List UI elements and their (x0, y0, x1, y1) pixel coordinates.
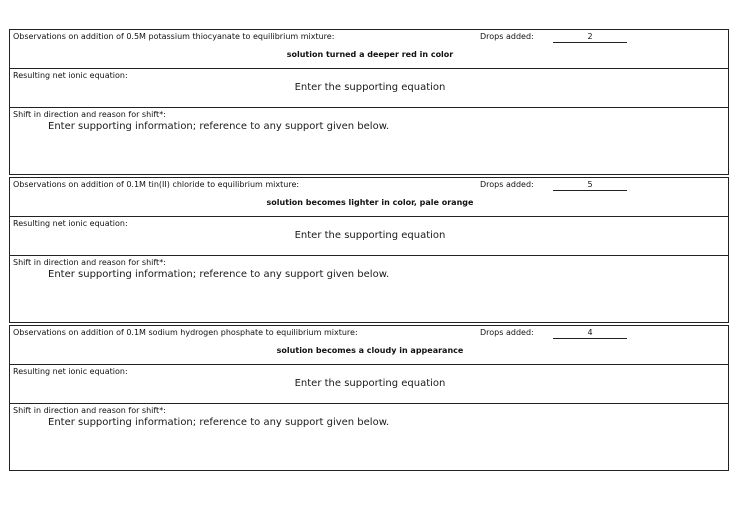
drops-added-field[interactable]: 5 (553, 180, 627, 191)
observation-text[interactable]: solution becomes lighter in color, pale orange (266, 198, 474, 207)
drops-added-field[interactable]: 2 (553, 32, 627, 43)
equation-label: Resulting net ionic equation: (13, 71, 128, 80)
equation-label: Resulting net ionic equation: (13, 219, 128, 228)
observation-text[interactable]: solution turned a deeper red in color (286, 50, 454, 59)
shift-row (10, 256, 728, 322)
equation-row (10, 217, 728, 256)
shift-row (10, 108, 728, 174)
observation-row (10, 326, 728, 365)
observation-row (10, 30, 728, 69)
observation-label: Observations on addition of 0.1M tin(II) chloride to equilibrium mixture: (13, 180, 300, 189)
observation-label: Observations on addition of 0.1M sodium hydrogen phosphate to equilibrium mixture: (13, 328, 358, 337)
shift-label: Shift in direction and reason for shift*: (13, 406, 166, 415)
observation-block-1 (9, 29, 729, 175)
observation-block-3 (9, 325, 729, 471)
worksheet (9, 29, 729, 473)
drops-added-label: Drops added: (480, 180, 534, 189)
observation-text[interactable]: solution becomes a cloudy in appearance (276, 346, 464, 355)
shift-label: Shift in direction and reason for shift*: (13, 110, 166, 119)
equation-field[interactable]: Enter the supporting equation (294, 82, 446, 93)
shift-reason-field[interactable]: Enter supporting information; reference to any support given below. (48, 121, 390, 132)
drops-added-label: Drops added: (480, 328, 534, 337)
equation-label: Resulting net ionic equation: (13, 367, 128, 376)
equation-row (10, 365, 728, 404)
equation-field[interactable]: Enter the supporting equation (294, 378, 446, 389)
drops-added-label: Drops added: (480, 32, 534, 41)
shift-reason-field[interactable]: Enter supporting information; reference to any support given below. (48, 269, 390, 280)
equation-row (10, 69, 728, 108)
shift-label: Shift in direction and reason for shift*: (13, 258, 166, 267)
observation-label: Observations on addition of 0.5M potassium thiocyanate to equilibrium mixture: (13, 32, 335, 41)
observation-block-2 (9, 177, 729, 323)
shift-row (10, 404, 728, 470)
shift-reason-field[interactable]: Enter supporting information; reference to any support given below. (48, 417, 390, 428)
observation-row (10, 178, 728, 217)
drops-added-field[interactable]: 4 (553, 328, 627, 339)
equation-field[interactable]: Enter the supporting equation (294, 230, 446, 241)
